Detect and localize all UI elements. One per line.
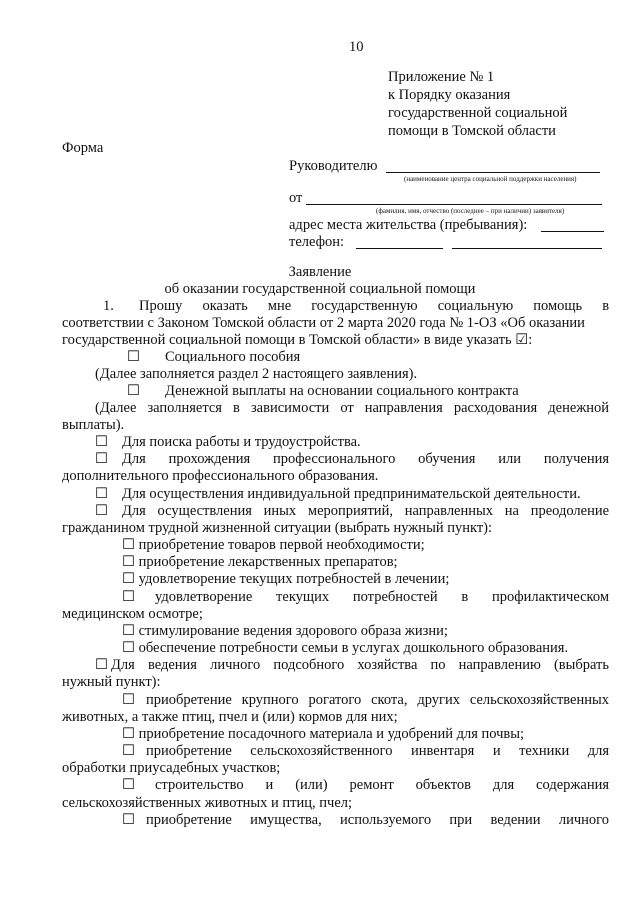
address-field[interactable] <box>541 231 604 232</box>
from-hint: (фамилия, имя, отчество (последнее – при наличии) заявителя) <box>376 207 565 215</box>
checkbox-farm[interactable]: ☐ <box>95 657 108 673</box>
appendix-line-1: Приложение № 1 <box>388 69 495 85</box>
checkbox-seeds: ☐ <box>122 726 135 742</box>
checkbox-cattle[interactable]: ☐ <box>122 692 135 708</box>
checkbox-tools[interactable]: ☐ <box>122 743 135 759</box>
opt-job: Для поиска работы и трудоустройства. <box>122 434 361 450</box>
to-hint: (наименование центра социальной поддержки населения) <box>404 175 577 183</box>
from-label: от <box>289 190 303 206</box>
sub-build-line-1: строительство и (или) ремонт объектов для содержания <box>155 777 610 793</box>
address-label: адрес места жительства (пребывания): <box>289 217 528 233</box>
opt-entrepreneur: Для осуществления индивидуальной предпринимательской деятельности. <box>122 486 581 502</box>
checkbox-training[interactable]: ☐ <box>95 451 108 467</box>
checkbox-property[interactable]: ☐ <box>122 812 135 828</box>
page-number: 10 <box>349 39 364 55</box>
opt-other-line-2: гражданином трудной жизненной ситуации (выбрать нужный пункт): <box>62 520 493 536</box>
p1-line-1: Прошу оказать мне государственную социальную помощь в <box>139 298 610 314</box>
appendix-line-3: государственной социальной <box>388 105 568 121</box>
from-field[interactable] <box>306 204 602 205</box>
title-1: Заявление <box>288 264 352 280</box>
checkbox-social-benefit[interactable]: ☐ <box>127 349 140 365</box>
checkbox-goods: ☐ <box>122 537 135 553</box>
opt-training-line-1: Для прохождения профессионального обучения или получения <box>122 451 610 467</box>
to-field[interactable] <box>386 172 600 173</box>
sub-medicine[interactable]: ☐ приобретение лекарственных препаратов; <box>122 554 398 570</box>
checkbox-entrepreneur[interactable]: ☐ <box>95 486 108 502</box>
sub-tools-line-1: приобретение сельскохозяйственного инвентаря и техники для <box>146 743 610 759</box>
to-label: Руководителю <box>289 158 378 174</box>
sub-seeds[interactable]: ☐ приобретение посадочного материала и удобрений для почвы; <box>122 726 525 742</box>
p1-line-2: соответствии с Законом Томской области от 2 марта 2020 года № 1-ОЗ «Об оказании <box>62 315 585 331</box>
note-cash-line-2: выплаты). <box>62 417 125 433</box>
appendix-line-2: к Порядку оказания <box>388 87 511 103</box>
opt-cash-payment: Денежной выплаты на основании социального контракта <box>165 383 519 399</box>
sub-cattle-line-2: животных, а также птиц, пчел и (или) кормов для них; <box>62 709 398 725</box>
sub-property-line-1: приобретение имущества, используемого при ведении личного <box>146 812 610 828</box>
sub-treatment[interactable]: ☐ удовлетворение текущих потребностей в лечении; <box>122 571 450 587</box>
checkbox-other[interactable]: ☐ <box>95 503 108 519</box>
opt-farm-line-2: нужный пункт): <box>62 674 161 690</box>
checkbox-cash-payment[interactable]: ☐ <box>127 383 140 399</box>
checkbox-preschool: ☐ <box>122 640 135 656</box>
opt-training-line-2: дополнительного профессионального образования. <box>62 468 379 484</box>
sub-prevention-line-2: медицинском осмотре; <box>62 606 203 622</box>
opt-social-benefit: Социального пособия <box>165 349 301 365</box>
phone-field-2[interactable] <box>452 248 602 249</box>
sub-preschool[interactable]: ☐ обеспечение потребности семьи в услугах дошкольного образования. <box>122 640 569 656</box>
opt-farm-line-1: Для ведения личного подсобного хозяйства по направлению (выбрать <box>111 657 610 673</box>
checkbox-build[interactable]: ☐ <box>122 777 135 793</box>
phone-label: телефон: <box>289 234 345 250</box>
checkbox-healthy: ☐ <box>122 623 135 639</box>
sub-cattle-line-1: приобретение крупного рогатого скота, других сельскохозяйственных <box>146 692 609 708</box>
appendix-line-4: помощи в Томской области <box>388 123 556 139</box>
phone-field-1[interactable] <box>356 248 443 249</box>
p1-number: 1. <box>103 298 114 314</box>
checkbox-job[interactable]: ☐ <box>95 434 108 450</box>
sub-build-line-2: сельскохозяйственных животных и птиц, пчел; <box>62 795 353 811</box>
opt-other-line-1: Для осуществления иных мероприятий, направленных на преодоление <box>122 503 610 519</box>
note-section2: (Далее заполняется раздел 2 настоящего заявления). <box>95 366 418 382</box>
checkbox-treatment: ☐ <box>122 571 135 587</box>
checkbox-medicine: ☐ <box>122 554 135 570</box>
sub-goods[interactable]: ☐ приобретение товаров первой необходимости; <box>122 537 425 553</box>
title-2: об оказании государственной социальной помощи <box>164 281 476 297</box>
form-label: Форма <box>62 140 104 156</box>
sub-tools-line-2: обработки приусадебных участков; <box>62 760 281 776</box>
note-cash-line-1: (Далее заполняется в зависимости от направления расходования денежной <box>95 400 610 416</box>
checkbox-prevention[interactable]: ☐ <box>122 589 135 605</box>
sub-healthy[interactable]: ☐ стимулирование ведения здорового образа жизни; <box>122 623 448 639</box>
sub-prevention-line-1: удовлетворение текущих потребностей в профилактическом <box>155 589 610 605</box>
p1-line-3: государственной социальной помощи в Томской области» в виде указать ☑: <box>62 332 533 348</box>
